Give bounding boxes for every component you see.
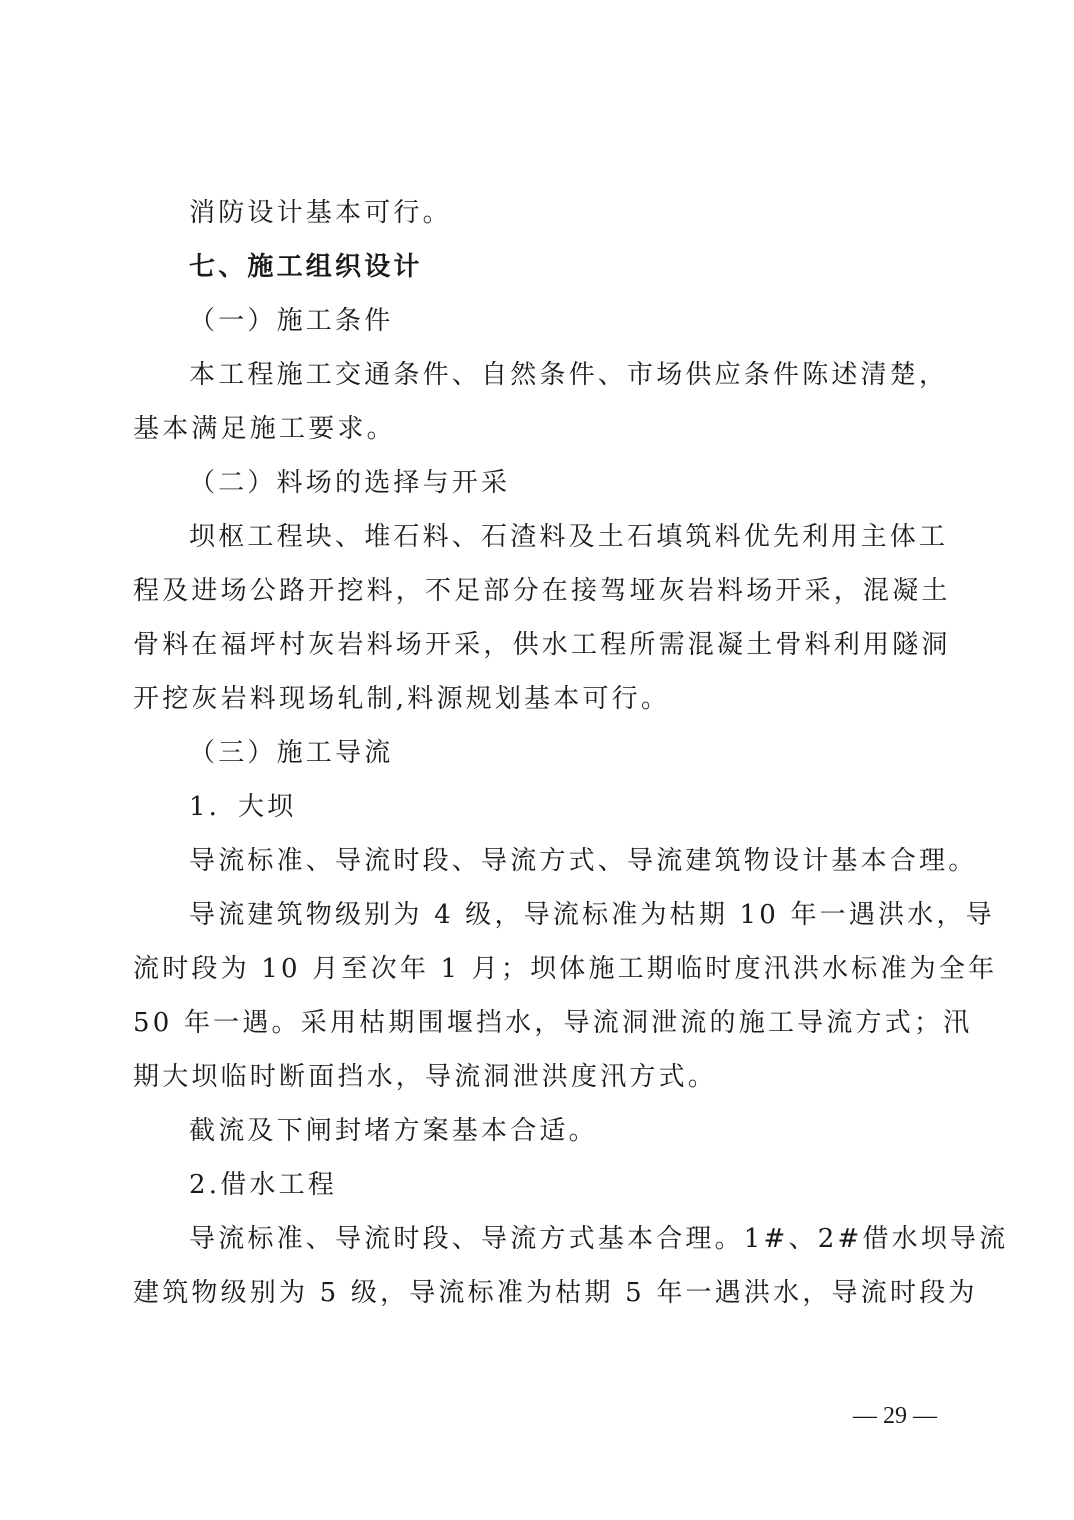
paragraph-line: 建筑物级别为 5 级，导流标准为枯期 5 年一遇洪水，导流时段为 bbox=[133, 1278, 978, 1308]
paragraph-line: 流时段为 10 月至次年 1 月；坝体施工期临时度汛洪水标准为全年 bbox=[133, 954, 998, 984]
paragraph-line: 消防设计基本可行。 bbox=[189, 198, 452, 228]
paragraph-line: 导流标准、导流时段、导流方式、导流建筑物设计基本合理。 bbox=[189, 846, 978, 876]
page-number: — 29 — bbox=[853, 1403, 937, 1429]
subsection-heading: （一）施工条件 bbox=[189, 306, 394, 336]
section-heading: 七、施工组织设计 bbox=[189, 252, 423, 282]
paragraph-line: 基本满足施工要求。 bbox=[133, 414, 396, 444]
paragraph-line: 期大坝临时断面挡水，导流洞泄洪度汛方式。 bbox=[133, 1062, 718, 1092]
paragraph-line: 导流标准、导流时段、导流方式基本合理。1#、2#借水坝导流 bbox=[189, 1224, 1009, 1254]
paragraph-line: 坝枢工程块、堆石料、石渣料及土石填筑料优先利用主体工 bbox=[189, 522, 949, 552]
paragraph-line: 本工程施工交通条件、自然条件、市场供应条件陈述清楚， bbox=[189, 360, 949, 390]
paragraph-line: 骨料在福坪村灰岩料场开采，供水工程所需混凝土骨料利用隧洞 bbox=[133, 630, 951, 660]
item-heading: 2.借水工程 bbox=[189, 1170, 338, 1200]
subsection-heading: （三）施工导流 bbox=[189, 738, 394, 768]
paragraph-line: 截流及下闸封堵方案基本合适。 bbox=[189, 1116, 598, 1146]
subsection-heading: （二）料场的选择与开采 bbox=[189, 468, 511, 498]
item-heading: 1．大坝 bbox=[189, 792, 297, 822]
paragraph-line: 50 年一遇。采用枯期围堰挡水，导流洞泄流的施工导流方式；汛 bbox=[133, 1008, 973, 1038]
paragraph-line: 导流建筑物级别为 4 级，导流标准为枯期 10 年一遇洪水，导 bbox=[189, 900, 995, 930]
paragraph-line: 开挖灰岩料现场轧制,料源规划基本可行。 bbox=[133, 684, 671, 714]
paragraph-line: 程及进场公路开挖料，不足部分在接驾垭灰岩料场开采，混凝土 bbox=[133, 576, 951, 606]
